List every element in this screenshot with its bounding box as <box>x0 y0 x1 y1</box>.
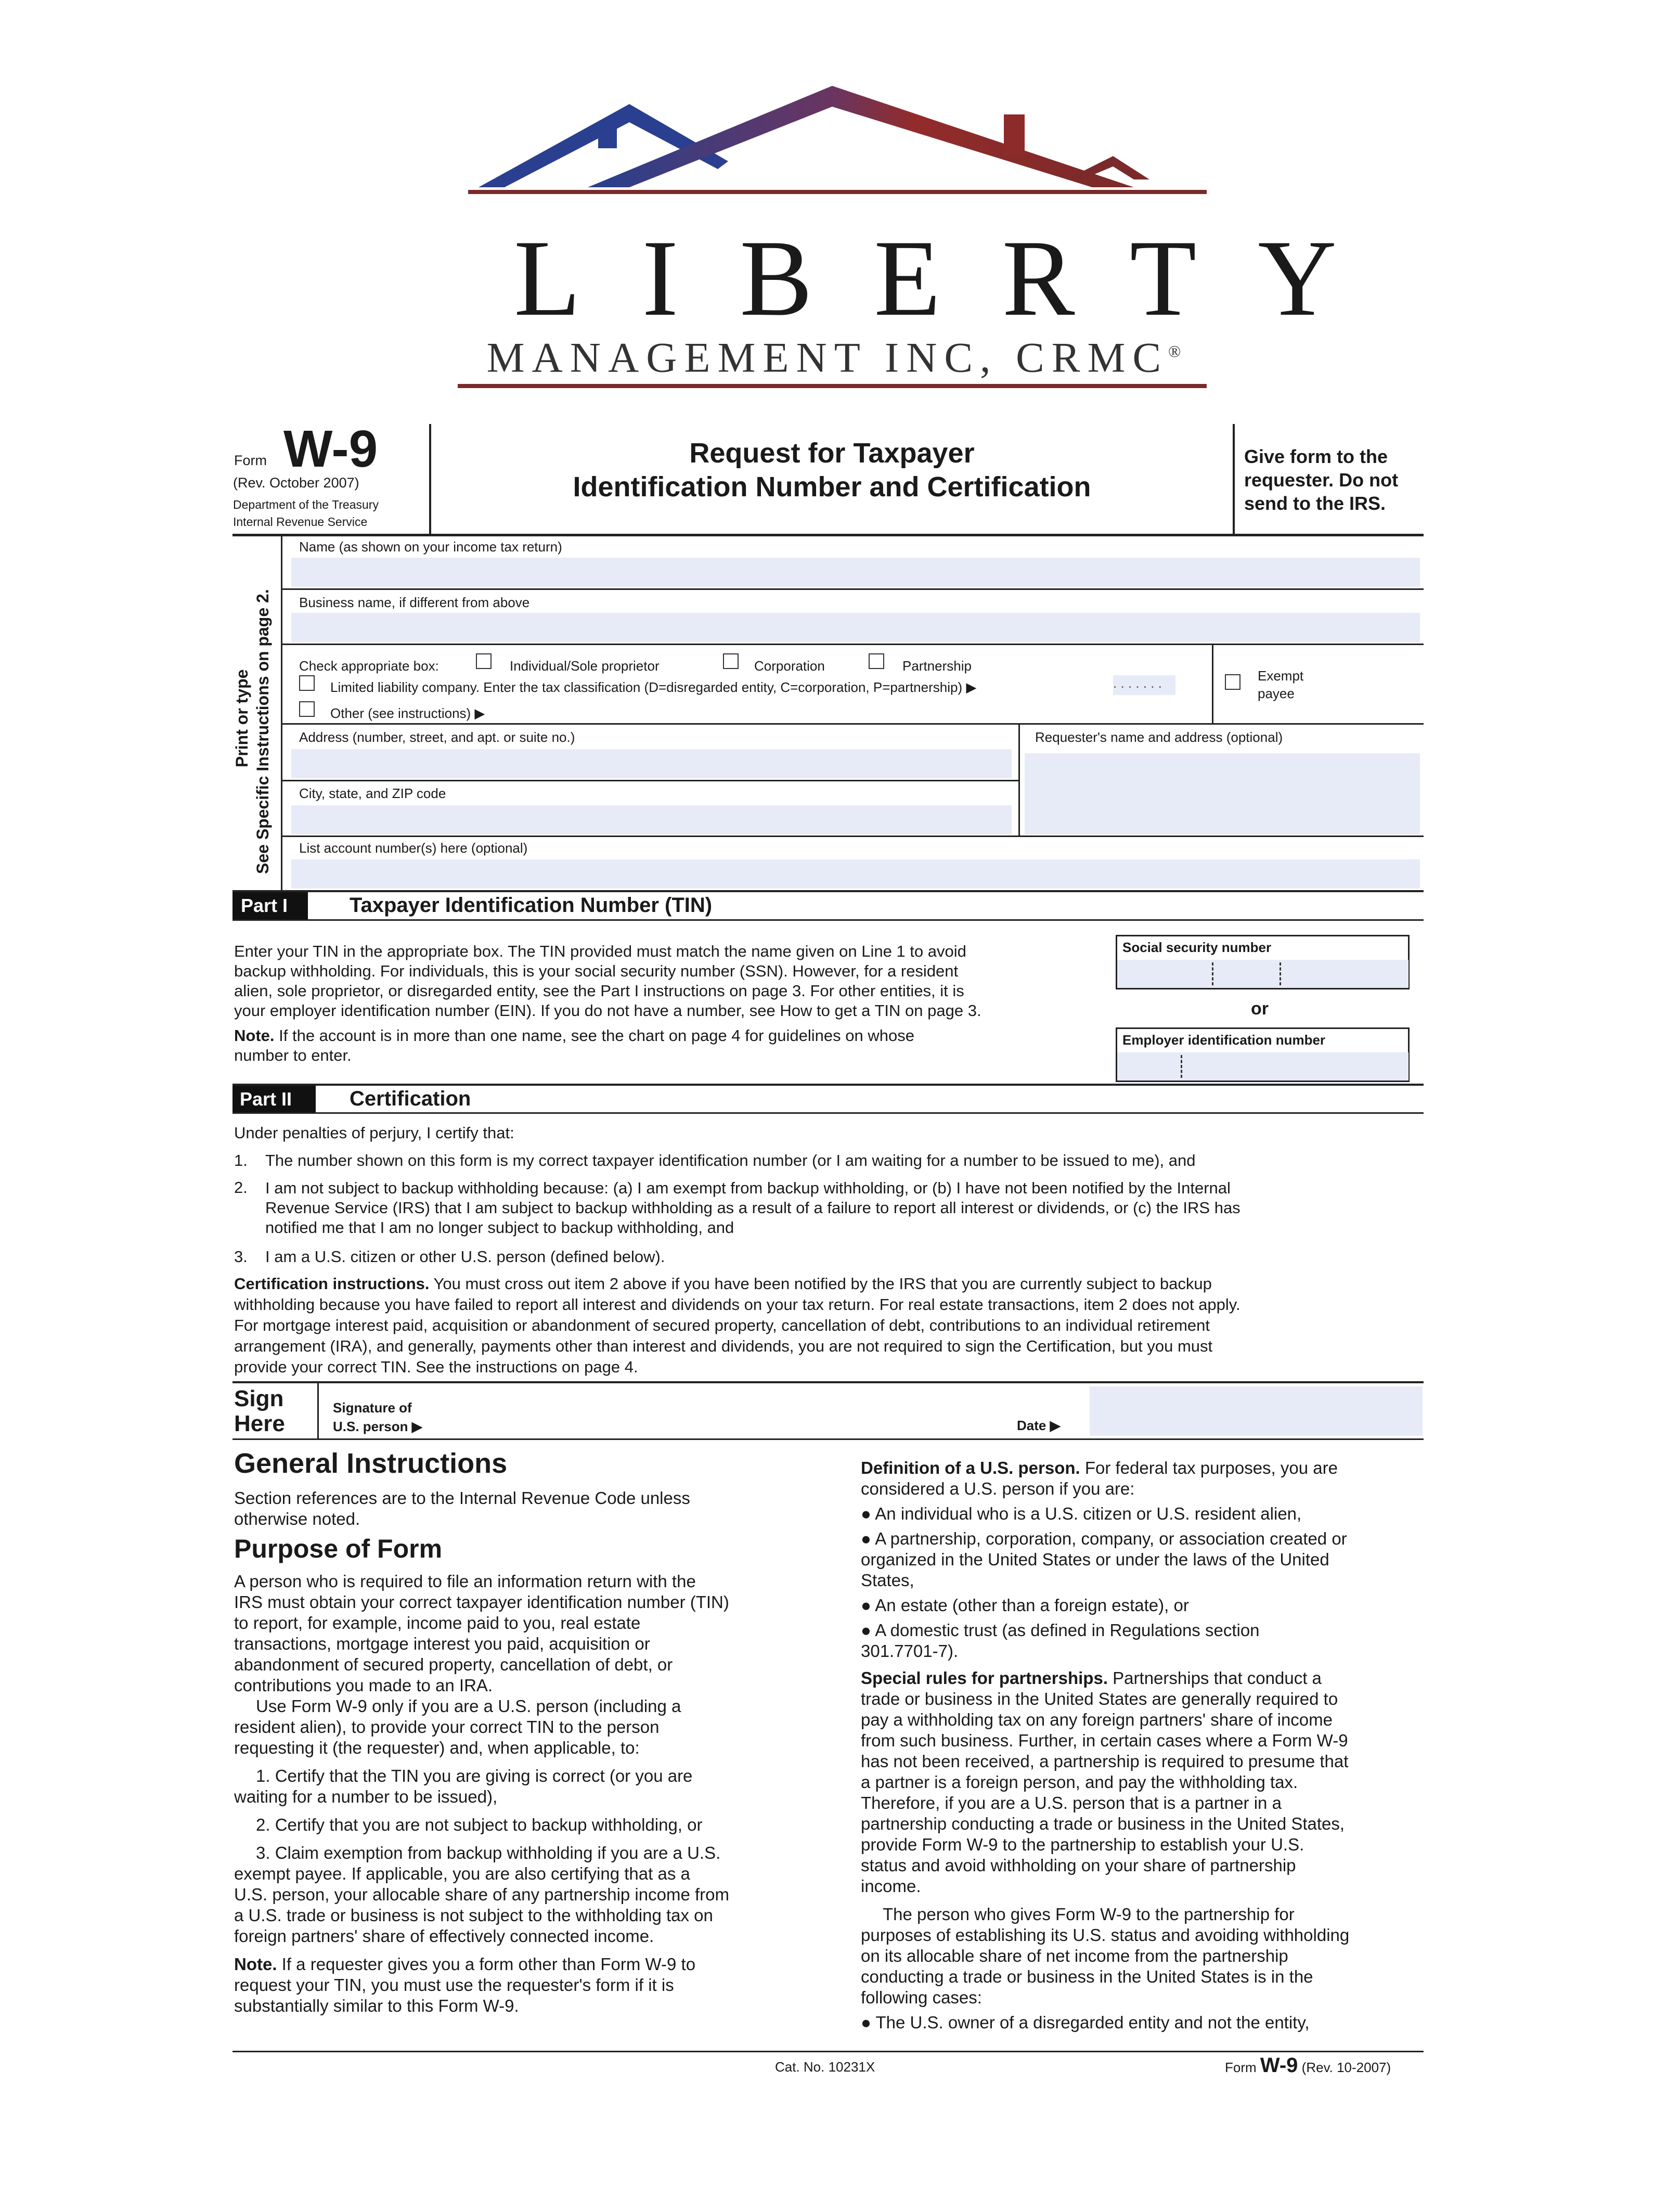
signature-field[interactable] <box>458 1386 1009 1436</box>
part1-tag: Part I <box>232 892 308 919</box>
side-label-line2: See Specific Instructions on page 2. <box>253 589 272 874</box>
special-line-7: Therefore, if you are a U.S. person that is a partner in a <box>861 1793 1282 1812</box>
or-text: or <box>1251 999 1269 1019</box>
pf-line-5: abandonment of secured property, cancellation of debt, or <box>234 1655 673 1674</box>
bullet-1 <box>861 1503 1423 1524</box>
business-name-input[interactable] <box>291 613 1420 642</box>
person-line-1: The person who gives Form W-9 to the partnership for <box>883 1905 1295 1924</box>
special-text-1: Partnerships that conduct a <box>1113 1668 1322 1688</box>
bullet-dot: ● <box>861 1504 871 1523</box>
bullet-2-line-3: States, <box>861 1571 914 1590</box>
part2-intro: Under penalties of perjury, I certify that: <box>234 1124 514 1142</box>
requester-label: Requester's name and address (optional) <box>1035 729 1283 745</box>
name-input[interactable] <box>291 558 1420 587</box>
signature-label <box>333 1398 422 1436</box>
llc-classification-input[interactable]: . . . . . . . <box>1113 675 1175 695</box>
account-input[interactable] <box>291 859 1420 889</box>
special-line-2: trade or business in the United States are generally required to <box>861 1689 1338 1708</box>
ssn-label: Social security number <box>1122 940 1272 955</box>
item3-text: I am a U.S. citizen or other U.S. person (defined below). <box>265 1248 665 1266</box>
bullet-2 <box>861 1528 1423 1549</box>
ssn-input[interactable] <box>1117 960 1408 988</box>
part1-note-line-2: number to enter. <box>234 1046 352 1064</box>
item3-number: 3. <box>234 1248 248 1266</box>
item2-line-3: notified me that I am no longer subject to backup withholding, and <box>265 1218 734 1237</box>
account-label: List account number(s) here (optional) <box>299 840 528 856</box>
cert-label: Certification instructions. <box>234 1275 430 1293</box>
catalog-number: Cat. No. 10231X <box>775 2059 875 2075</box>
part1-title: Taxpayer Identification Number (TIN) <box>350 894 713 917</box>
cert-line-4: arrangement (IRA), and generally, payments other than interest and dividends, you are not required to sign the Certification, but you must <box>234 1337 1213 1355</box>
footer-form <box>1225 2054 1391 2079</box>
requester-input[interactable] <box>1025 753 1420 834</box>
c3-line-3: U.S. person, your allocable share of any partnership income from <box>234 1885 729 1904</box>
city-input[interactable] <box>291 805 1012 834</box>
def-line-1 <box>861 1458 1423 1478</box>
use-line-2: resident alien), to provide your correct TIN to the person <box>234 1717 660 1737</box>
sign-word: Sign <box>234 1386 284 1411</box>
pf-line-4: transactions, mortgage interest you paid, acquisition or <box>234 1634 650 1653</box>
give-form-note: Give form to the requester. Do not send to the IRS. <box>1244 446 1399 514</box>
part1-line-3: alien, sole proprietor, or disregarded entity, see the Part I instructions on page 3. For other entities, it is <box>234 982 964 1000</box>
special-line-4: from such business. Further, in certain cases where a Form W-9 <box>861 1731 1348 1750</box>
bullet-5-text: The U.S. owner of a disregarded entity and not the entity, <box>875 2013 1310 2032</box>
pf-line-2: IRS must obtain your correct taxpayer identification number (TIN) <box>234 1592 729 1612</box>
def-text-1: For federal tax purposes, you are <box>1084 1458 1338 1477</box>
bullet-4-line-2: 301.7701-7). <box>861 1641 959 1661</box>
item1-number: 1. <box>234 1151 248 1169</box>
bullet-4 <box>861 1620 1423 1641</box>
pf-line-3: to report, for example, income paid to you, real estate <box>234 1613 641 1632</box>
def-line-2: considered a U.S. person if you are: <box>861 1479 1135 1498</box>
bullet-dot: ● <box>861 2013 871 2032</box>
item1-text: The number shown on this form is my correct taxpayer identification number (or I am waiting for a number to be issued to me), and <box>265 1151 1196 1169</box>
c3-line-2: exempt payee. If applicable, you are also certifying that as a <box>234 1864 690 1883</box>
name-label: Name (as shown on your income tax return) <box>299 539 562 555</box>
part1-line-1: Enter your TIN in the appropriate box. The TIN provided must match the name given on Line 1 to avoid <box>234 942 966 960</box>
person-line-5: following cases: <box>861 1988 982 2007</box>
form-number: W-9 <box>283 420 378 478</box>
item2-line-1: I am not subject to backup withholding because: (a) I am exempt from backup withholding, or (b) I have not been notified by the Internal <box>265 1179 1231 1197</box>
purpose-of-form-title: Purpose of Form <box>234 1534 443 1563</box>
partnership-label: Partnership <box>902 658 972 674</box>
right-column <box>861 1458 1423 2033</box>
signature-label-2: U.S. person ▶ <box>333 1419 422 1434</box>
bullet-5 <box>861 2012 1423 2033</box>
service: Internal Revenue Service <box>233 515 368 529</box>
registered-mark: ® <box>1168 342 1188 361</box>
cert-line-1-text: You must cross out item 2 above if you have been notified by the IRS that you are currently subject to backup <box>433 1275 1212 1293</box>
bullet-dot: ● <box>861 1621 871 1640</box>
person-line-3: on its allocable share of net income from the partnership <box>861 1946 1288 1965</box>
bullet-dot: ● <box>861 1529 871 1548</box>
special-line-1 <box>861 1668 1423 1689</box>
gi-line-2: otherwise noted. <box>234 1509 360 1528</box>
part1-note <box>234 1026 1118 1046</box>
use-line-1: Use Form W-9 only if you are a U.S. person (including a <box>256 1696 681 1716</box>
llc-label: Limited liability company. Enter the tax classification (D=disregarded entity, C=corporation, P=partnership) ▶ <box>330 679 977 695</box>
other-label: Other (see instructions) ▶ <box>330 705 485 721</box>
part1-paragraph <box>234 942 1118 1065</box>
purpose-text <box>234 1571 729 2016</box>
part1-line-4: your employer identification number (EIN). If you do not have a number, see How to get a TIN on page 3. <box>234 1001 981 1020</box>
cert-line-1 <box>234 1274 1240 1294</box>
partnership-checkbox[interactable] <box>869 653 884 669</box>
part2-title: Certification <box>350 1087 471 1110</box>
item2-text <box>265 1178 1240 1238</box>
general-instructions-title: General Instructions <box>234 1448 508 1479</box>
business-name-label: Business name, if different from above <box>299 595 530 610</box>
logo-subtitle-text: MANAGEMENT INC, CRMC <box>486 333 1169 381</box>
special-line-10: status and avoid withholding on your share of partnership <box>861 1856 1296 1875</box>
logo-rule-bottom <box>458 384 1207 388</box>
c1-line-2: waiting for a number to be issued), <box>234 1787 498 1806</box>
logo-rule-top <box>468 190 1207 194</box>
department: Department of the Treasury <box>233 498 379 511</box>
special-line-5: has not been received, a partnership is required to presume that <box>861 1752 1349 1771</box>
special-line-3: pay a withholding tax on any foreign partners' share of income <box>861 1710 1333 1729</box>
special-line-8: partnership conducting a trade or business in the United States, <box>861 1814 1345 1833</box>
exempt-payee-label: Exempt payee <box>1258 668 1304 701</box>
side-label <box>231 541 273 874</box>
part1-note-text: If the account is in more than one name, see the chart on page 4 for guidelines on whose <box>279 1026 914 1045</box>
def-label: Definition of a U.S. person. <box>861 1458 1080 1477</box>
left-note-line-2: request your TIN, you must use the requester's form if it is <box>234 1975 674 1995</box>
part2-tag: Part II <box>232 1086 316 1113</box>
person-line-2: purposes of establishing its U.S. status and avoiding withholding <box>861 1925 1350 1945</box>
bullet-2-line-2: organized in the United States or under the laws of the United <box>861 1550 1329 1569</box>
special-line-9: provide Form W-9 to the partnership to establish your U.S. <box>861 1835 1304 1854</box>
pf-line-6: contributions you made to an IRA. <box>234 1676 493 1695</box>
form-label: Form <box>234 453 267 468</box>
c3-line-1: 3. Claim exemption from backup withholding if you are a U.S. <box>256 1843 721 1862</box>
cert-line-3: For mortgage interest paid, acquisition or abandonment of secured property, cancellation of debt, contributions to an individual retirement <box>234 1316 1210 1334</box>
logo-wordmark: LIBERTY <box>514 218 1398 339</box>
c3-line-5: foreign partners' share of effectively connected income. <box>234 1926 654 1946</box>
bullet-4-text: A domestic trust (as defined in Regulations section <box>875 1621 1260 1640</box>
special-line-6: a partner is a foreign person, and pay the withholding tax. <box>861 1772 1298 1792</box>
bullet-2-text: A partnership, corporation, company, or association created or <box>875 1529 1347 1548</box>
special-label: Special rules for partnerships. <box>861 1668 1108 1688</box>
item2-line-2: Revenue Service (IRS) that I am subject to backup withholding as a result of a failure to report all interest or dividends, or (c) the IRS has <box>265 1199 1240 1217</box>
special-line-11: income. <box>861 1876 921 1896</box>
ein-label: Employer identification number <box>1122 1032 1326 1048</box>
bullet-3 <box>861 1595 1423 1616</box>
bullet-3-text: An estate (other than a foreign estate), or <box>875 1596 1189 1615</box>
person-line-4: conducting a trade or business in the United States is in the <box>861 1967 1313 1986</box>
corporation-label: Corporation <box>754 658 825 674</box>
part1-note-label: Note. <box>234 1026 275 1045</box>
bullet-1-text: An individual who is a U.S. citizen or U.S. resident alien, <box>875 1504 1302 1523</box>
check-box-label: Check appropriate box: <box>299 658 439 674</box>
side-label-line1: Print or type <box>232 669 251 767</box>
cert-line-2: withholding because you have failed to report all interest and dividends on your tax return. For real estate transactions, item 2 does not apply. <box>234 1295 1240 1314</box>
bullet-dot: ● <box>861 1596 871 1615</box>
general-instructions-text <box>234 1488 690 1529</box>
c1-line-1: 1. Certify that the TIN you are giving is correct (or you are <box>256 1766 693 1785</box>
logo-roof <box>458 78 1217 229</box>
city-label: City, state, and ZIP code <box>299 786 446 801</box>
form-revision: (Rev. October 2007) <box>233 475 359 491</box>
gi-line-1: Section references are to the Internal Revenue Code unless <box>234 1488 690 1508</box>
use-line-3: requesting it (the requester) and, when applicable, to: <box>234 1738 640 1757</box>
c3-line-4: a U.S. trade or business is not subject to the withholding tax on <box>234 1906 713 1925</box>
footer-form-label: Form <box>1225 2060 1257 2075</box>
form-title-2: Identification Number and Certification <box>573 471 1091 503</box>
logo-subtitle <box>453 328 1222 381</box>
cert-line-5: provide your correct TIN. See the instructions on page 4. <box>234 1358 638 1376</box>
individual-checkbox[interactable] <box>476 653 492 669</box>
left-note-text: If a requester gives you a form other than Form W-9 to <box>281 1954 696 1974</box>
date-label: Date ▶ <box>1017 1418 1061 1433</box>
exempt-payee-checkbox[interactable] <box>1225 674 1240 690</box>
date-input[interactable] <box>1090 1386 1423 1436</box>
item2-number: 2. <box>234 1178 248 1197</box>
left-note-label: Note. <box>234 1954 277 1974</box>
signature-label-1: Signature of <box>333 1400 412 1416</box>
left-note-line-1 <box>234 1954 729 1975</box>
c2-line: 2. Certify that you are not subject to backup withholding, or <box>256 1815 703 1834</box>
part1-line-2: backup withholding. For individuals, this is your social security number (SSN). However, for a resident <box>234 962 959 980</box>
form-title-1: Request for Taxpayer <box>689 438 975 469</box>
other-checkbox[interactable] <box>299 701 315 717</box>
footer-rev: (Rev. 10-2007) <box>1301 2060 1391 2075</box>
corporation-checkbox[interactable] <box>723 653 739 669</box>
left-note-line-3: substantially similar to this Form W-9. <box>234 1996 519 2015</box>
here-word: Here <box>234 1411 285 1436</box>
individual-label: Individual/Sole proprietor <box>510 658 660 674</box>
llc-checkbox[interactable] <box>299 675 315 691</box>
address-input[interactable] <box>291 749 1012 778</box>
footer-form-number: W-9 <box>1260 2054 1298 2077</box>
sign-label <box>234 1386 285 1436</box>
certification-instructions <box>234 1274 1240 1378</box>
pf-line-1: A person who is required to file an information return with the <box>234 1572 696 1591</box>
ein-input[interactable] <box>1117 1052 1408 1081</box>
address-label: Address (number, street, and apt. or suite no.) <box>299 729 575 745</box>
